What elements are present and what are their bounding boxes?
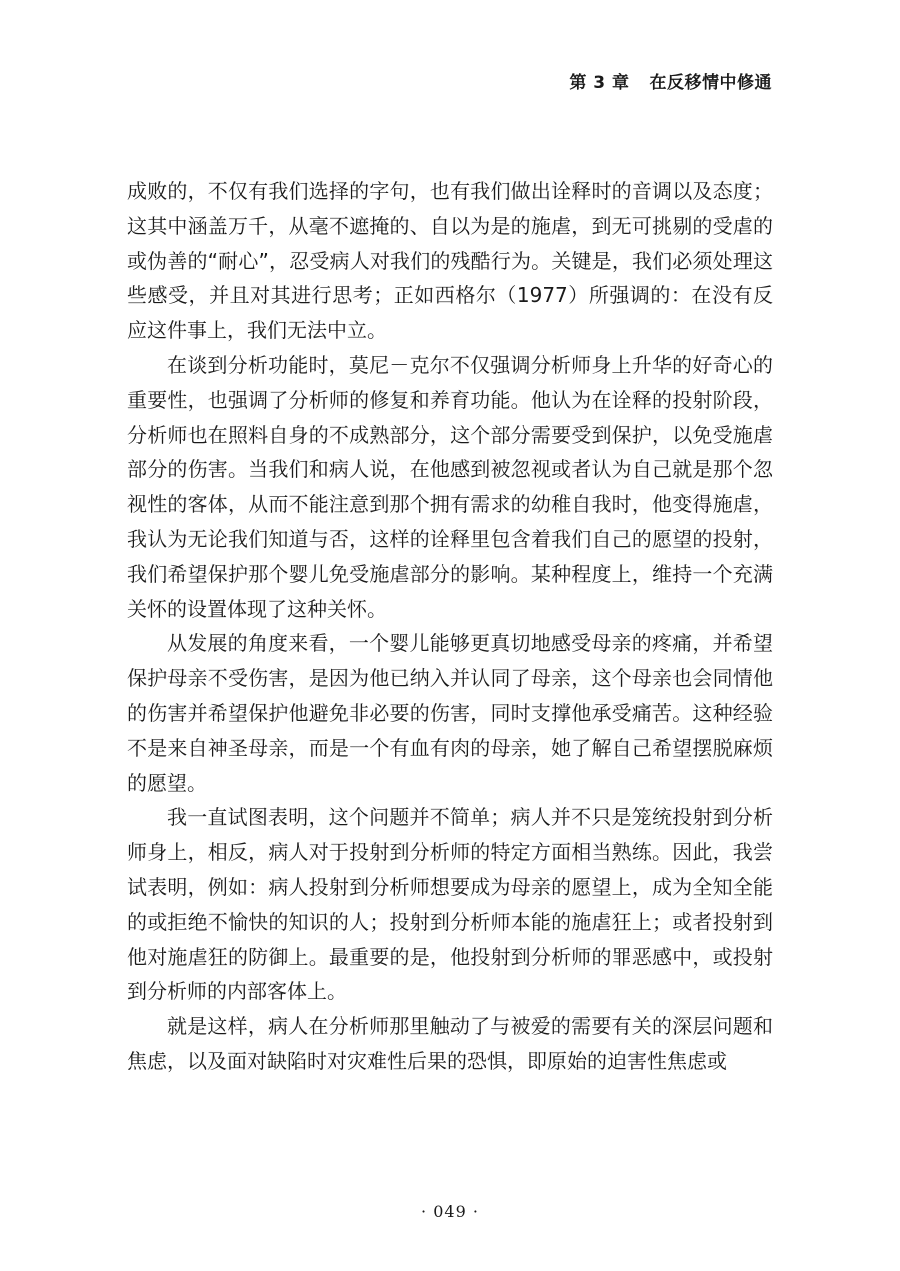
- running-header: [569, 68, 772, 93]
- paragraph: 我一直试图表明，这个问题并不简单；病人并不只是笼统投射到分析师身上，相反，病人对于投射到分析师的特定方面相当熟练。因此，我尝试表明，例如：病人投射到分析师想要成为母亲的愿望上，成为全知全能的或拒绝不愉快的知识的人；投射到分析师本能的施虐狂上；或者投射到他对施虐狂的防御上。最重要的是，他投射到分析师的罪恶感中，或投射到分析师的内部客体上。: [127, 805, 773, 1004]
- paragraph: 成败的，不仅有我们选择的字句，也有我们做出诠释时的音调以及态度；这其中涵盖万千，从毫不遮掩的、自以为是的施虐，到无可挑剔的受虐的或伪善的“耐心”，忍受病人对我们的残酷行为。关键是，我们必须处理这些感受，并且对其进行思考；正如西格尔（1977）所强调的：在没有反应这件事上，我们无法中立。: [127, 179, 773, 343]
- paragraph: 就是这样，病人在分析师那里触动了与被爱的需要有关的深层问题和焦虑，以及面对缺陷时对灾难性后果的恐惧，即原始的迫害性焦虑或: [127, 1014, 773, 1073]
- chapter-number: 第 3 章: [569, 73, 630, 93]
- paragraph: 在谈到分析功能时，莫尼－克尔不仅强调分析师身上升华的好奇心的重要性，也强调了分析师的修复和养育功能。他认为在诠释的投射阶段，分析师也在照料自身的不成熟部分，这个部分需要受到保护，以免受施虐部分的伤害。当我们和病人说，在他感到被忽视或者认为自己就是那个忽视性的客体，从而不能注意到那个拥有需求的幼稚自我时，他变得施虐，我认为无论我们知道与否，这样的诠释里包含着我们自己的愿望的投射，我们希望保护那个婴儿免受施虐部分的影响。某种程度上，维持一个充满关怀的设置体现了这种关怀。: [127, 352, 773, 621]
- page-number: · 049 ·: [421, 1202, 479, 1221]
- paragraph: 从发展的角度来看，一个婴儿能够更真切地感受母亲的疼痛，并希望保护母亲不受伤害，是因为他已纳入并认同了母亲，这个母亲也会同情他的伤害并希望保护他避免非必要的伤害，同时支撑他承受痛苦。这种经验不是来自神圣母亲，而是一个有血有肉的母亲，她了解自己希望摆脱麻烦的愿望。: [127, 631, 773, 795]
- chapter-title: 在反移情中修通: [649, 73, 772, 93]
- body-text: [127, 174, 773, 1079]
